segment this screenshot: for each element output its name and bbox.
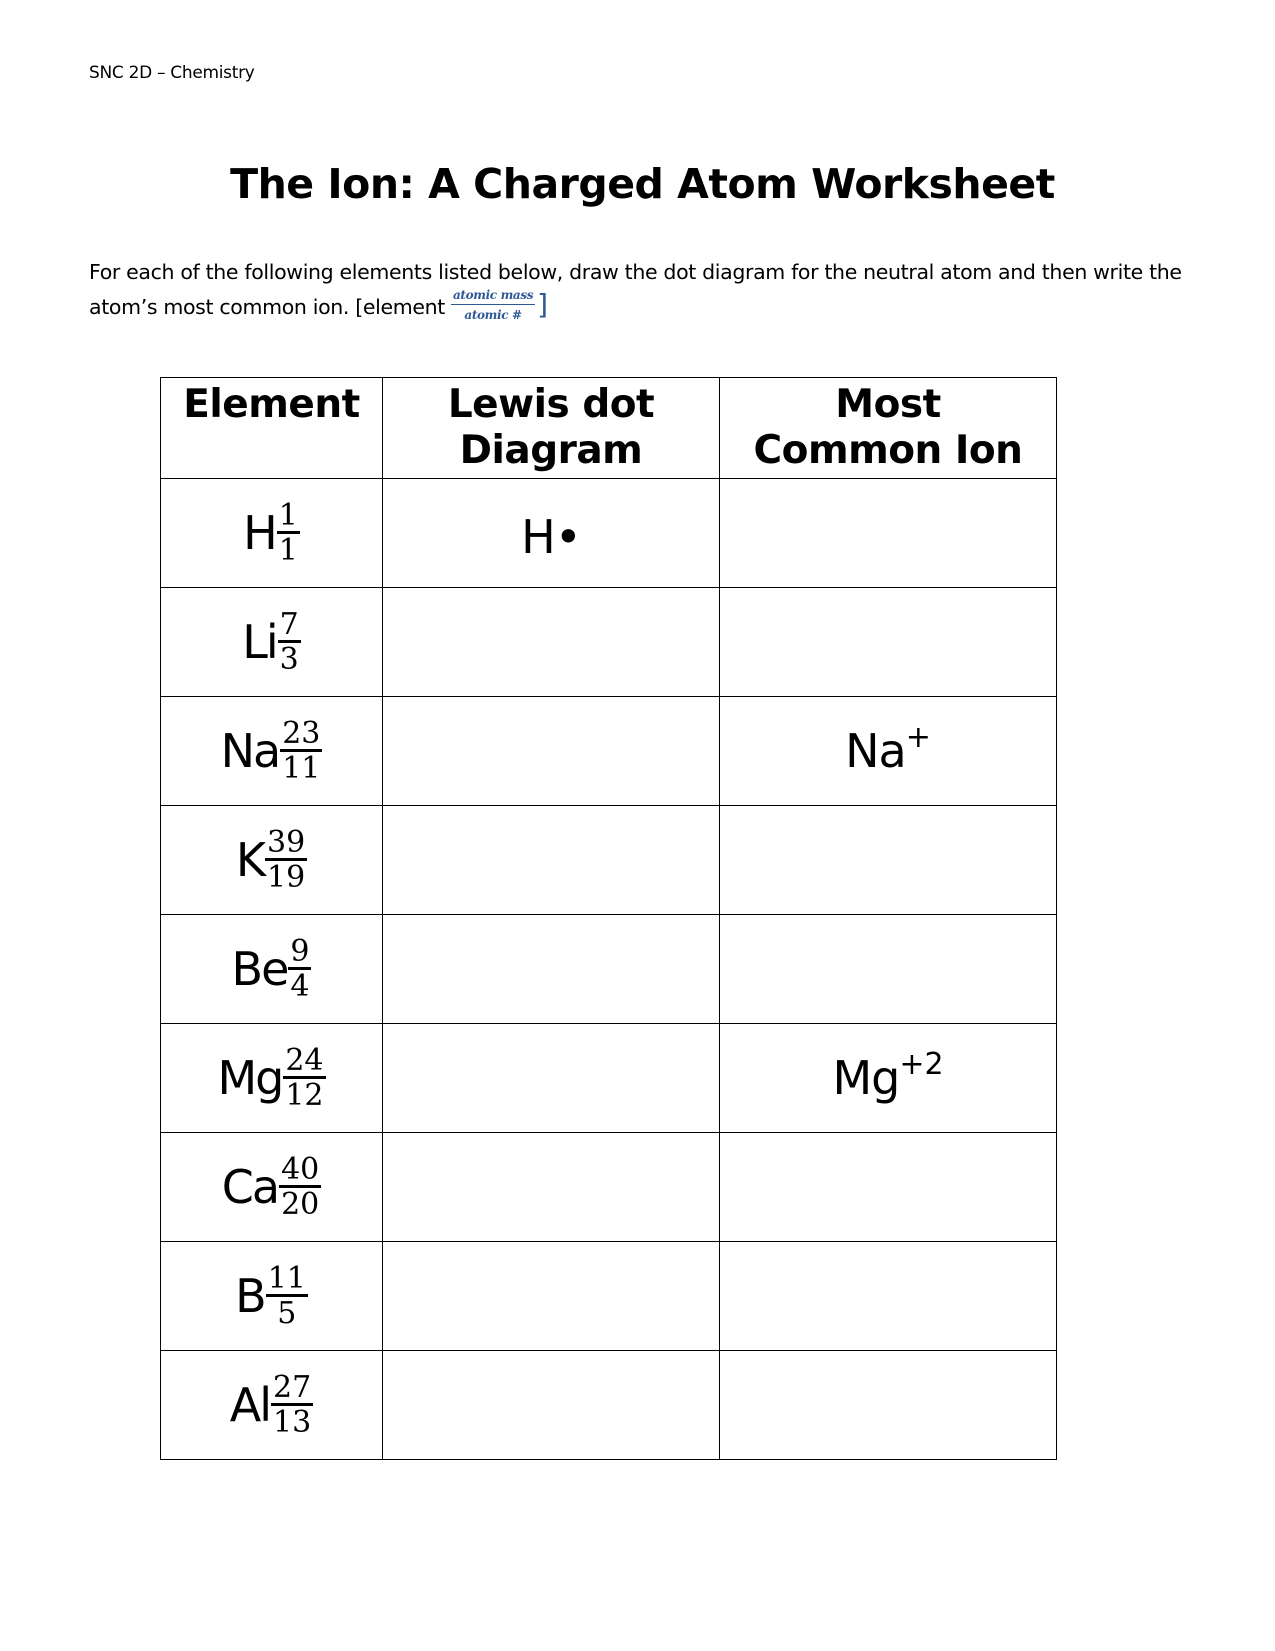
table-row-b [161, 1242, 1057, 1351]
atomic-mass: 27 [273, 1369, 312, 1405]
element-notation [220, 715, 323, 786]
ion-cell[interactable] [720, 1351, 1057, 1460]
mass-number-fraction [271, 1369, 313, 1440]
atomic-mass: 7 [279, 606, 299, 642]
lewis-dot-cell[interactable] [383, 1242, 720, 1351]
element-symbol: H [243, 506, 276, 560]
ion-entry [845, 719, 931, 779]
table-row-be [161, 915, 1057, 1024]
atomic-number: 5 [277, 1295, 297, 1331]
lewis-dot-entry: H• [521, 510, 581, 564]
table-row-na [161, 697, 1057, 806]
element-notation [217, 1042, 325, 1113]
atomic-mass: 24 [285, 1042, 324, 1078]
element-notation [235, 824, 307, 895]
element-cell [161, 1133, 383, 1242]
element-symbol: Ca [221, 1160, 279, 1214]
table-header-row [161, 378, 1057, 479]
element-cell [161, 697, 383, 806]
header-most-common-ion [720, 378, 1057, 479]
header-ion-label: Most Common Ion [753, 382, 1023, 473]
element-cell [161, 806, 383, 915]
lewis-dot-cell[interactable] [383, 697, 720, 806]
lewis-dot-cell[interactable] [383, 915, 720, 1024]
element-symbol: Al [229, 1378, 271, 1432]
course-label: SNC 2D – Chemistry [89, 63, 255, 83]
element-symbol: Be [231, 942, 288, 996]
atomic-number: 4 [290, 968, 310, 1004]
legend-denominator: atomic # [464, 308, 522, 322]
header-lewis-dot-diagram [383, 378, 720, 479]
notation-legend [451, 288, 535, 322]
element-cell [161, 1351, 383, 1460]
header-element: Element [161, 378, 383, 479]
atomic-number: 3 [279, 641, 299, 677]
element-notation [242, 606, 301, 677]
legend-numerator: atomic mass [451, 288, 535, 305]
table-row-k [161, 806, 1057, 915]
ion-symbol: Na [845, 724, 906, 779]
element-symbol: K [235, 833, 264, 887]
ion-cell[interactable] [720, 697, 1057, 806]
ion-cell[interactable] [720, 588, 1057, 697]
element-notation [231, 933, 312, 1004]
lewis-dot-cell[interactable] [383, 806, 720, 915]
element-symbol: Na [220, 724, 280, 778]
atomic-mass: 9 [290, 933, 310, 969]
ion-cell[interactable] [720, 1024, 1057, 1133]
atomic-mass: 23 [282, 715, 321, 751]
lewis-dot-cell[interactable] [383, 479, 720, 588]
mass-number-fraction [280, 715, 322, 786]
atomic-number: 19 [266, 859, 306, 895]
mass-number-fraction [277, 497, 300, 568]
ion-entry [832, 1046, 944, 1106]
mass-number-fraction [278, 606, 301, 677]
element-cell [161, 915, 383, 1024]
mass-number-fraction [265, 824, 307, 895]
table-row-mg [161, 1024, 1057, 1133]
legend-bracket: ] [537, 287, 548, 321]
instructions-text: For each of the following elements listed below, draw the dot diagram for the neutral atom and then write the atom’s most common ion. [element [89, 260, 1182, 319]
element-notation [243, 497, 300, 568]
atomic-number: 1 [278, 532, 298, 568]
ion-cell[interactable] [720, 1242, 1057, 1351]
element-cell [161, 1024, 383, 1133]
table-row-ca [161, 1133, 1057, 1242]
atomic-mass: 39 [266, 824, 306, 860]
atomic-number: 11 [282, 750, 321, 786]
mass-number-fraction [266, 1260, 308, 1331]
table-row-h [161, 479, 1057, 588]
atomic-mass: 40 [281, 1151, 320, 1187]
ion-charge: +2 [899, 1046, 944, 1082]
lewis-dot-cell[interactable] [383, 1351, 720, 1460]
ion-cell[interactable] [720, 1133, 1057, 1242]
atomic-mass: 11 [267, 1260, 306, 1296]
element-cell [161, 588, 383, 697]
element-notation [229, 1369, 313, 1440]
element-symbol: Mg [217, 1051, 283, 1105]
element-notation [221, 1151, 322, 1222]
element-cell [161, 1242, 383, 1351]
mass-number-fraction [288, 933, 311, 1004]
lewis-dot-cell[interactable] [383, 1024, 720, 1133]
table-row-al [161, 1351, 1057, 1460]
ion-charge: + [905, 719, 931, 755]
mass-number-fraction [279, 1151, 321, 1222]
ion-cell[interactable] [720, 479, 1057, 588]
mass-number-fraction [283, 1042, 325, 1113]
atomic-number: 13 [273, 1404, 312, 1440]
lewis-dot-cell[interactable] [383, 588, 720, 697]
element-cell [161, 479, 383, 588]
worksheet-title: The Ion: A Charged Atom Worksheet [230, 160, 1055, 208]
ion-worksheet-table [160, 377, 1057, 1460]
atomic-mass: 1 [278, 497, 298, 533]
atomic-number: 20 [281, 1186, 320, 1222]
ion-symbol: Mg [832, 1051, 900, 1106]
element-symbol: B [235, 1269, 265, 1323]
atomic-number: 12 [285, 1077, 324, 1113]
header-lewis-label: Lewis dot Diagram [447, 382, 655, 473]
instructions [89, 255, 1189, 326]
element-notation [235, 1260, 308, 1331]
ion-cell[interactable] [720, 915, 1057, 1024]
element-symbol: Li [242, 615, 277, 669]
ion-cell[interactable] [720, 806, 1057, 915]
lewis-dot-cell[interactable] [383, 1133, 720, 1242]
table-row-li [161, 588, 1057, 697]
